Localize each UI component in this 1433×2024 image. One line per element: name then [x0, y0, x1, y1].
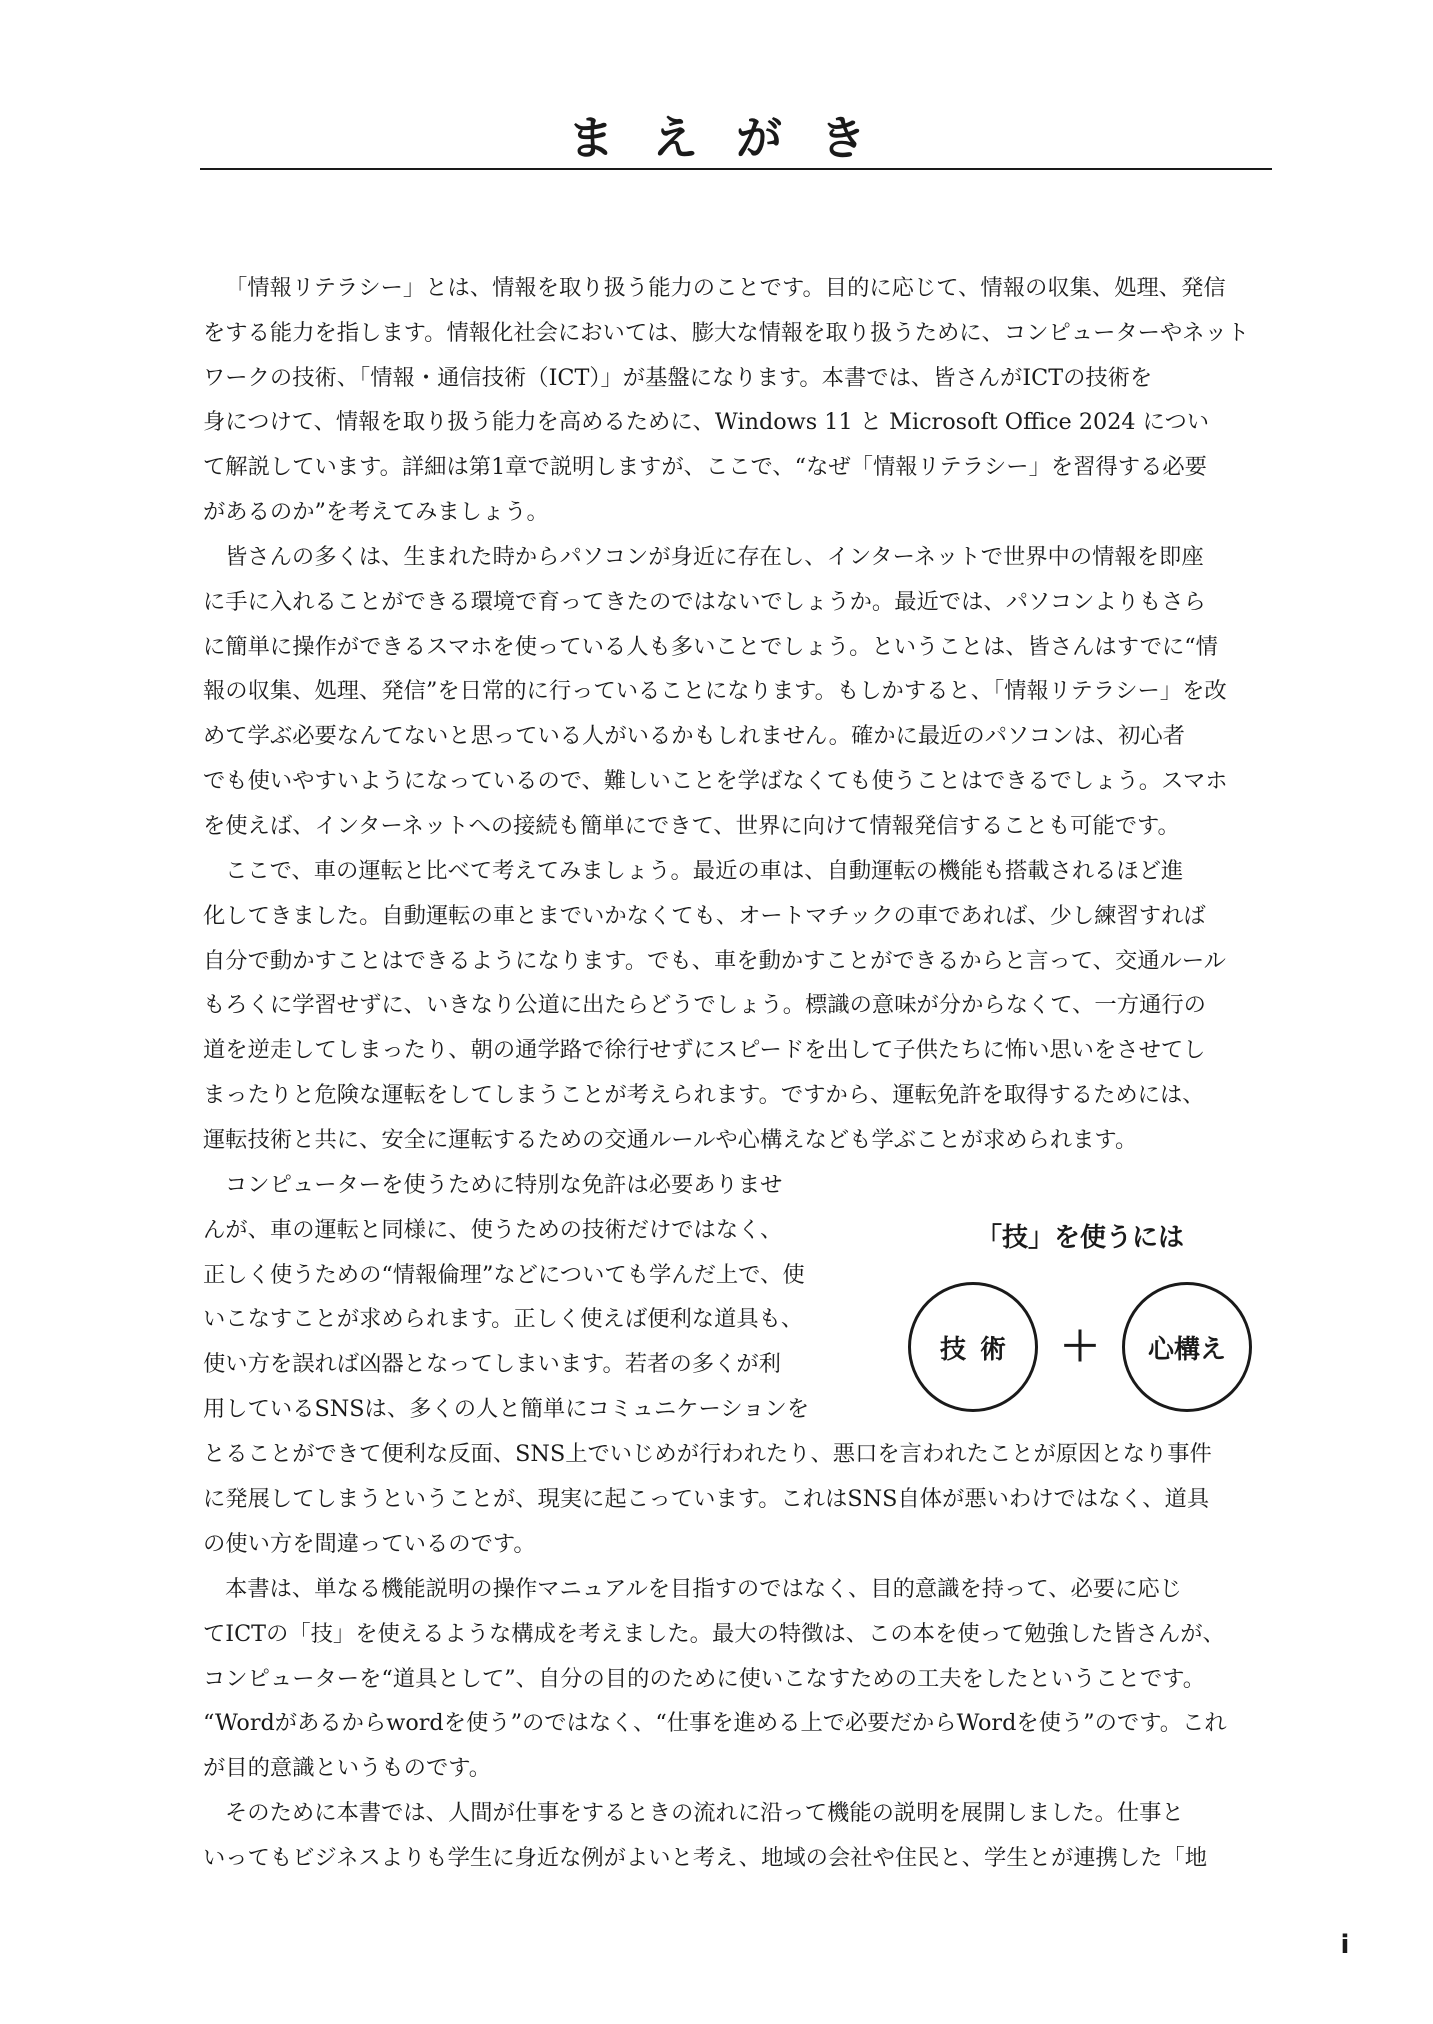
mindset-circle: 心構え — [1122, 1282, 1252, 1412]
paragraph-1-line-6: があるのか”を考えてみましょう。 — [203, 498, 549, 525]
paragraph-5-line-2: てICTの「技」を使えるような構成を考えました。最大の特徴は、この本を使って勉強した皆さんが、 — [203, 1620, 1225, 1647]
paragraph-4-line-5: 使い方を誤れば凶器となってしまいます。若者の多くが利 — [203, 1351, 781, 1378]
paragraph-2-line-7: を使えば、インターネットへの接続も簡単にできて、世界に向けて情報発信することも可能です。 — [203, 812, 1180, 839]
page-title: まえがき — [568, 111, 904, 165]
paragraph-4-line-4: いこなすことが求められます。正しく使えば便利な道具も、 — [203, 1306, 804, 1333]
paragraph-3-line-2: 化してきました。自動運転の車とまでいかなくても、オートマチックの車であれば、少し練習すれば — [203, 902, 1206, 929]
paragraph-1-line-2: をする能力を指します。情報化社会においては、膨大な情報を取り扱うために、コンピューターやネット — [203, 319, 1250, 346]
paragraph-2-line-2: に手に入れることができる環境で育ってきたのではないでしょうか。最近では、パソコンよりもさら — [203, 588, 1206, 615]
page-number: i — [1340, 1930, 1350, 1960]
paragraph-4-line-1: コンピューターを使うために特別な免許は必要ありませ — [225, 1172, 783, 1198]
paragraph-5 — [203, 1567, 1269, 1791]
paragraph-1 — [203, 266, 1269, 535]
title-underline — [200, 168, 1272, 170]
paragraph-3 — [203, 849, 1269, 1163]
paragraph-4-line-2: んが、車の運転と同様に、使うための技術だけではなく、 — [203, 1216, 783, 1243]
paragraph-2-line-6: でも使いやすいようになっているので、難しいことを学ばなくても使うことはできるでしょう。スマホ — [203, 767, 1228, 794]
paragraph-4-narrow — [203, 1163, 843, 1432]
paragraph-3-line-4: もろくに学習せずに、いきなり公道に出たらどうでしょう。標識の意味が分からなくて、一方通行の — [203, 992, 1206, 1019]
paragraph-2-line-1: 皆さんの多くは、生まれた時からパソコンが身近に存在し、インターネットで世界中の情報を即座 — [225, 544, 1204, 570]
paragraph-5-line-4: “Wordがあるからwordを使う”のではなく、“仕事を進める上で必要だからWordを使う”のです。これ — [203, 1710, 1227, 1737]
paragraph-2 — [203, 535, 1269, 849]
paragraph-2-line-4: 報の収集、処理、発信”を日常的に行っていることになります。もしかすると、「情報リテラシー」を改 — [203, 678, 1227, 705]
paragraph-4-line-9: の使い方を間違っているのです。 — [203, 1530, 536, 1557]
figure-title: 「技」を使うには — [975, 1223, 1184, 1253]
paragraph-4-line-3: 正しく使うための“情報倫理”などについても学んだ上で、使 — [203, 1261, 805, 1288]
paragraph-6-line-1: そのために本書では、人間が仕事をするときの流れに沿って機能の説明を展開しました。仕事と — [225, 1800, 1184, 1826]
paragraph-5-line-5: が目的意識というものです。 — [203, 1755, 492, 1782]
paragraph-6 — [203, 1791, 1269, 1881]
paragraph-1-line-5: て解説しています。詳細は第1章で説明しますが、ここで、“なぜ「情報リテラシー」を習得する必要 — [203, 454, 1207, 481]
skill-figure — [900, 1218, 1260, 1418]
paragraph-3-line-6: まったりと危険な運転をしてしまうことが考えられます。ですから、運転免許を取得するためには、 — [203, 1081, 1205, 1108]
paragraph-1-line-3: ワークの技術、「情報・通信技術（ICT）」が基盤になります。本書では、皆さんがICTの技術を — [203, 364, 1153, 391]
paragraph-2-line-5: めて学ぶ必要なんてないと思っている人がいるかもしれません。確かに最近のパソコンは、初心者 — [203, 723, 1185, 750]
paragraph-2-line-3: に簡単に操作ができるスマホを使っている人も多いことでしょう。ということは、皆さんはすでに“情 — [203, 633, 1218, 660]
paragraph-3-line-7: 運転技術と共に、安全に運転するための交通ルールや心構えなども学ぶことが求められます。 — [203, 1126, 1138, 1153]
paragraph-5-line-1: 本書は、単なる機能説明の操作マニュアルを目指すのではなく、目的意識を持って、必要に応じ — [225, 1576, 1182, 1602]
paragraph-1-line-4: 身につけて、情報を取り扱う能力を高めるために、Windows 11 と Microsoft Office 2024 につい — [203, 409, 1210, 436]
paragraph-4-line-7: とることができて便利な反面、SNS上でいじめが行われたり、悪口を言われたことが原因となり事件 — [203, 1441, 1212, 1467]
plus-icon: ＋ — [1060, 1324, 1100, 1370]
paragraph-5-line-3: コンピューターを“道具として”、自分の目的のために使いこなすための工夫をしたということです。 — [203, 1665, 1206, 1692]
paragraph-4-full — [203, 1432, 1269, 1566]
paragraph-1-line-1: 「情報リテラシー」とは、情報を取り扱う能力のことです。目的に応じて、情報の収集、処理、発信 — [225, 275, 1226, 301]
paragraph-3-line-1: ここで、車の運転と比べて考えてみましょう。最近の車は、自動運転の機能も搭載されるほど進 — [225, 858, 1184, 884]
paragraph-3-line-5: 道を逆走してしまったり、朝の通学路で徐行せずにスピードを出して子供たちに怖い思いをさせてし — [203, 1037, 1206, 1064]
paragraph-4-line-8: に発展してしまうということが、現実に起こっています。これはSNS自体が悪いわけではなく、道具 — [203, 1485, 1210, 1512]
technique-circle: 技術 — [908, 1282, 1038, 1412]
paragraph-4-line-6: 用しているSNSは、多くの人と簡単にコミュニケーションを — [203, 1395, 810, 1422]
paragraph-6-line-2: いってもビジネスよりも学生に身近な例がよいと考え、地域の会社や住民と、学生とが連携した「地 — [203, 1844, 1208, 1871]
paragraph-3-line-3: 自分で動かすことはできるようになります。でも、車を動かすことができるからと言って、交通ルール — [203, 947, 1226, 974]
